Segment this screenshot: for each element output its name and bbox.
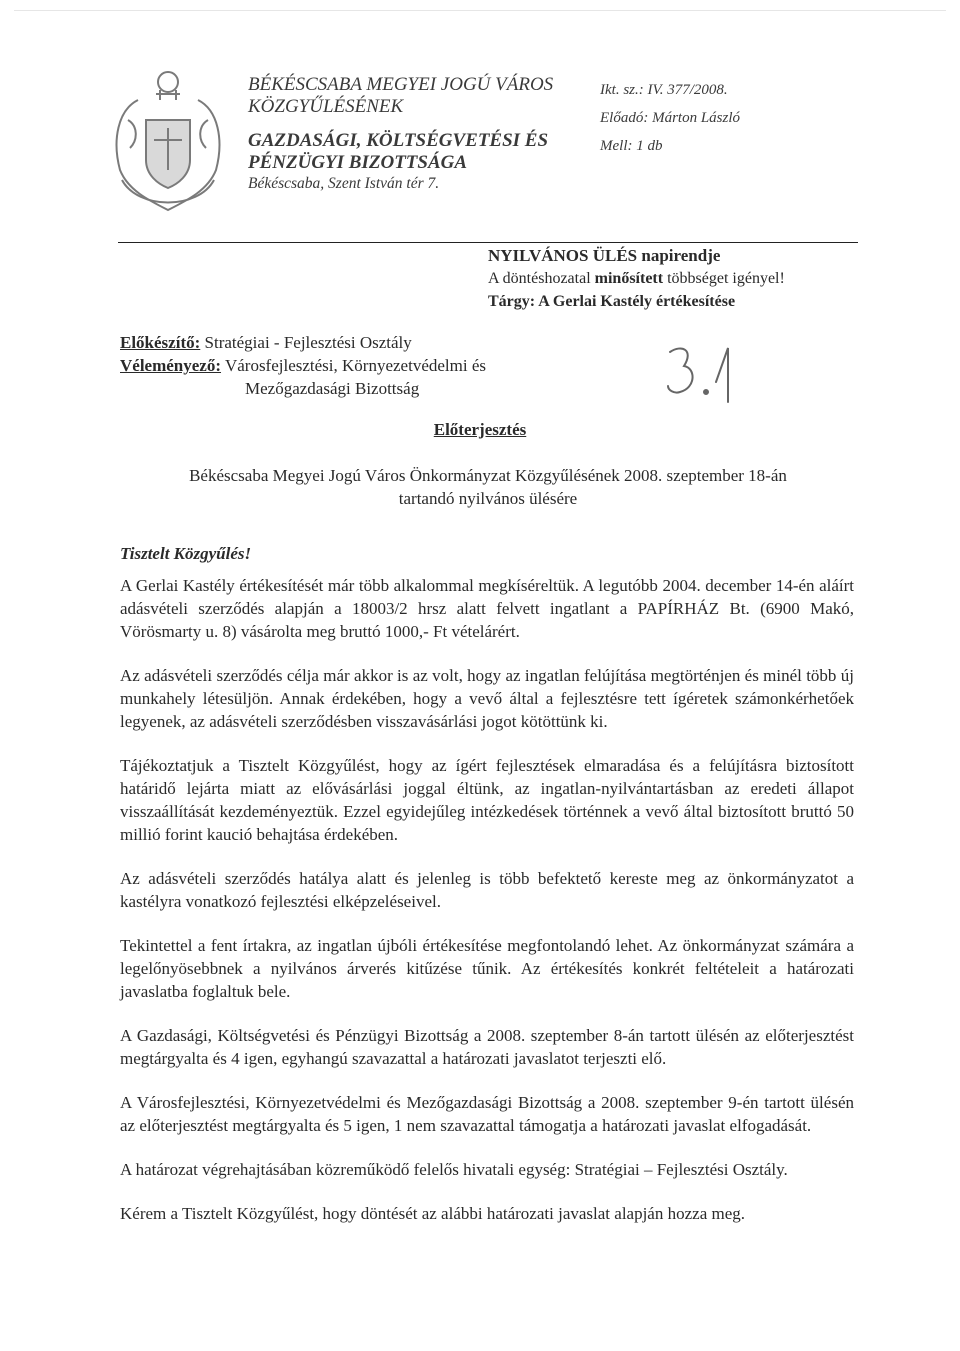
reviewer-line	[120, 354, 486, 377]
handwritten-agenda-number	[662, 342, 742, 410]
subject: Tárgy: A Gerlai Kastély értékesítése	[488, 293, 736, 310]
paragraph: A Gerlai Kastély értékesítését már több alkalommal megkíséreltük. A legutóbb 2004. december 14-én aláírt adásvételi szerződés alapján a 18003/2 hrsz alatt felvett ingatlant a PAPÍRHÁZ Bt. (6900 Makó, Vörösmarty u. 8) vásárolta meg bruttó 1000,- Ft vételárért.	[120, 576, 854, 641]
reviewer-label: Véleményező:	[120, 356, 222, 375]
issuer-block	[248, 74, 553, 194]
presenter: Előadó: Márton László	[600, 110, 741, 126]
majority-note	[488, 267, 785, 290]
paragraph: Tájékoztatjuk a Tisztelt Közgyűlést, hogy az ígért fejlesztések elmaradása és a felújításra biztosított határidő lejárta miatt az elővásárlási joggal éltünk, az ingatlan-nyilvántartásban az eredeti állapot visszaállítását kezdeményeztük. Ezzel egyidejűleg intézkedések történnek a vevő által biztosított bruttó 50 millió forint kaució behajtása érdekében.	[120, 756, 854, 844]
majority-prefix: A döntéshozatal	[488, 270, 595, 287]
paragraph: Az adásvételi szerződés hatálya alatt és jelenleg is több befektető kereste meg az önkormányzatot a kastélyra vonatkozó fejlesztési elképzeléseivel.	[120, 869, 854, 911]
committee-name-line2: PÉNZÜGYI BIZOTTSÁGA	[248, 152, 468, 173]
org-name-line2: KÖZGYŰLÉSÉNEK	[248, 96, 404, 117]
committee-name-line1: GAZDASÁGI, KÖLTSÉGVETÉSI ÉS	[248, 130, 549, 151]
reference-number: Ikt. sz.: IV. 377/2008.	[600, 82, 728, 98]
proposal-body	[120, 574, 854, 1246]
coat-of-arms-icon	[108, 60, 228, 220]
reference-block	[600, 76, 740, 160]
preparer-line	[120, 331, 486, 354]
majority-bold: minősített	[594, 270, 664, 287]
paragraph: A Gazdasági, Költségvetési és Pénzügyi Bizottság a 2008. szeptember 8-án tartott ülésén az előterjesztést megtárgyalta és 4 igen, egyhangú szavazattal a határozati javaslatot terjeszti elő.	[120, 1026, 854, 1068]
scan-edge-line	[14, 10, 946, 11]
org-name-line1: BÉKÉSCSABA MEGYEI JOGÚ VÁROS	[248, 74, 554, 95]
reviewer-value: Városfejlesztési, Környezetvédelmi és	[221, 356, 486, 375]
preparer-label: Előkészítő:	[120, 333, 201, 352]
intro-line2: tartandó nyilvános ülésére	[398, 489, 578, 508]
proposal-intro	[118, 464, 858, 510]
salutation: Tisztelt Közgyűlés!	[120, 544, 252, 563]
paragraph: Kérem a Tisztelt Közgyűlést, hogy döntését az alábbi határozati javaslat alapján hozza meg.	[120, 1204, 746, 1223]
attachment-count: Mell: 1 db	[600, 138, 663, 154]
preparer-value: Stratégiai - Fejlesztési Osztály	[200, 333, 412, 352]
reviewer-value-cont: Mezőgazdasági Bizottság	[245, 379, 420, 398]
paragraph: A határozat végrehajtásában közreműködő felelős hivatali egység: Stratégiai – Fejlesztési Osztály.	[120, 1160, 788, 1179]
intro-line1: Békéscsaba Megyei Jogú Város Önkormányzat Közgyűlésének 2008. szeptember 18-án	[189, 466, 787, 485]
paragraph: Az adásvételi szerződés célja már akkor is az volt, hogy az ingatlan felújítása megtörténjen és minél több új munkahely létesüljön. Annak érdekében, hogy a vevő által a fejlesztésre tett ígéretek számonkérhetőek legyenek, az adásvételi szerződésben visszavásárlási jogot kötöttünk ki.	[120, 666, 854, 731]
address: Békéscsaba, Szent István tér 7.	[248, 175, 440, 192]
preparer-block	[120, 331, 486, 400]
paragraph: A Városfejlesztési, Környezetvédelmi és Mezőgazdasági Bizottság a 2008. szeptember 9-én tartott ülésén az előterjesztést megtárgyalta és 5 igen, 1 nem szavazattal támogatja a határozati javaslat elfogadását.	[120, 1093, 854, 1135]
majority-suffix: többséget igényel!	[663, 270, 785, 287]
session-block	[488, 244, 785, 313]
header-divider	[118, 242, 858, 243]
paragraph: Tekintettel a fent írtakra, az ingatlan újbóli értékesítése megfontolandó lehet. Az önkormányzat számára a legelőnyösebbnek a nyilvános árverés kitűzése tűnik. Az értékesítés konkrét feltételeit a határozati javaslatba foglaltuk bele.	[120, 936, 854, 1001]
proposal-title: Előterjesztés	[433, 420, 527, 439]
session-title: NYILVÁNOS ÜLÉS napirendje	[488, 246, 721, 265]
